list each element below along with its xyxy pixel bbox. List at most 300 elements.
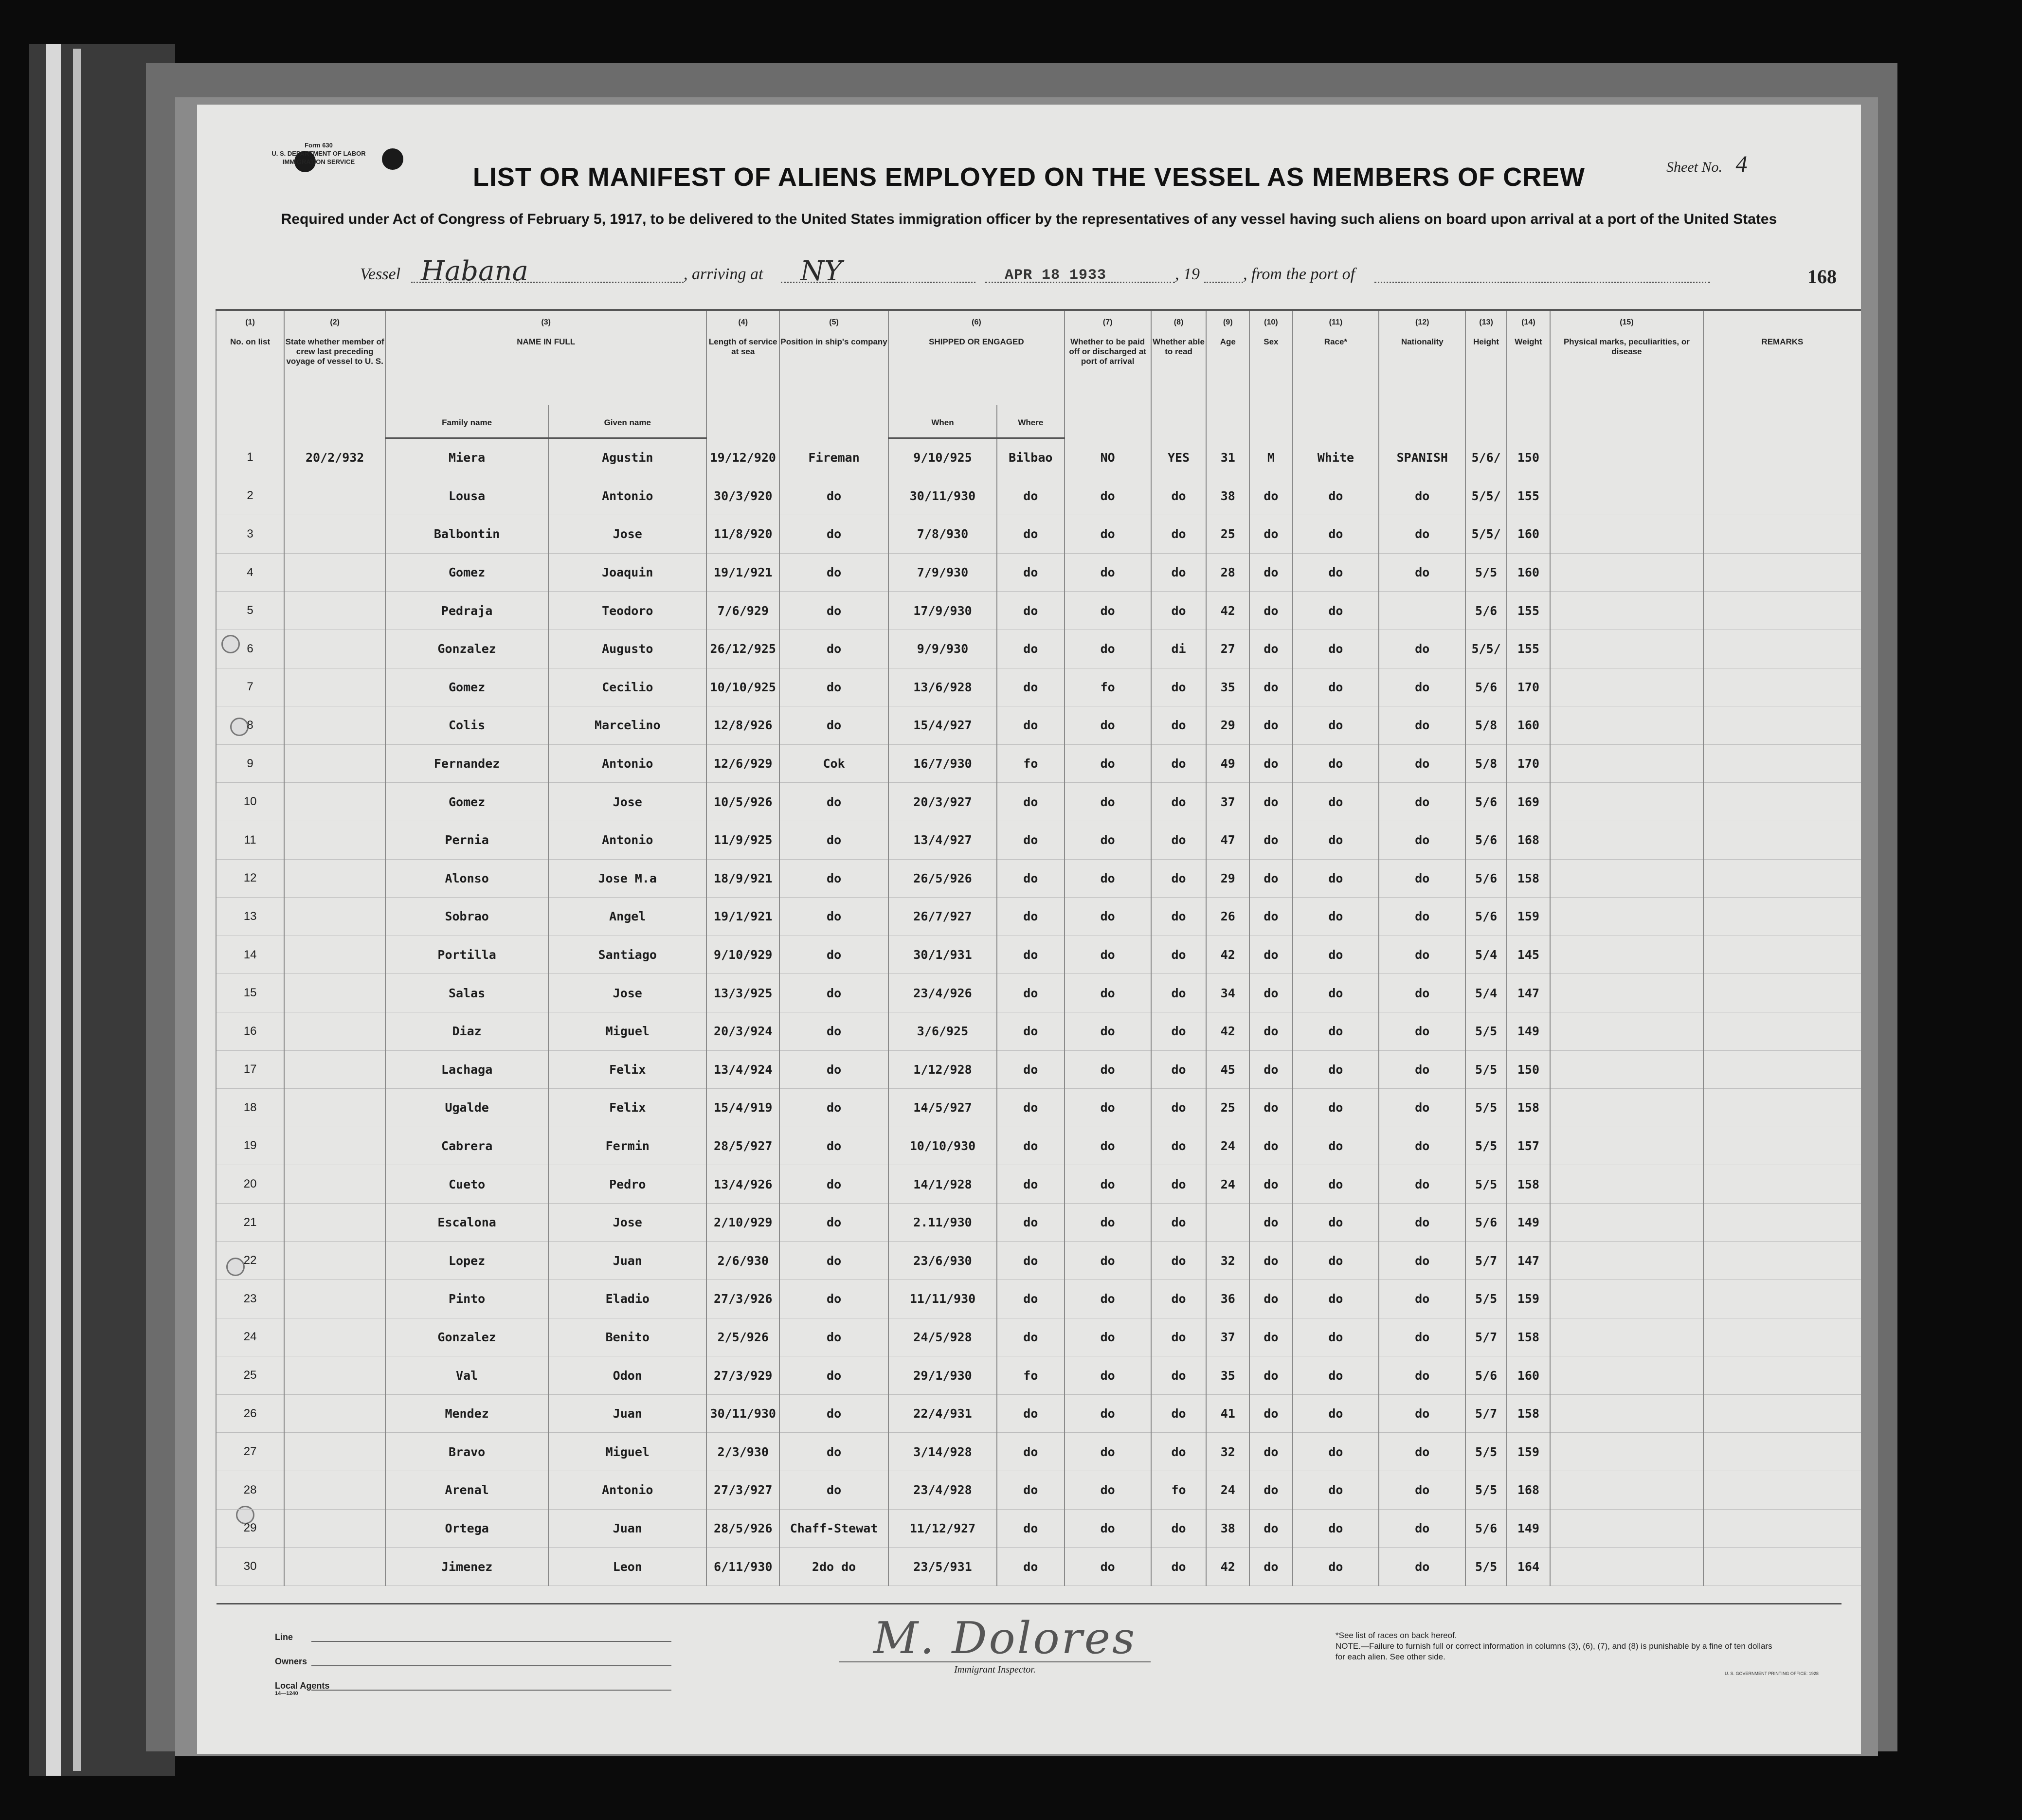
cell-race: do (1293, 1471, 1379, 1510)
cell-family: Escalona (385, 1203, 548, 1242)
cell-family: Pedraja (385, 592, 548, 630)
colnum-3: (3) (385, 310, 706, 334)
table-row (216, 1089, 1861, 1127)
cell-read: do (1151, 859, 1207, 898)
cell-family: Cueto (385, 1165, 548, 1204)
cell-length: 12/6/929 (706, 744, 779, 783)
cell-nat: do (1379, 974, 1465, 1012)
cell-paid: do (1065, 1012, 1151, 1050)
header-paid-off: Whether to be paid off or discharged at port of arrival (1065, 334, 1151, 438)
cell-paid: do (1065, 1165, 1151, 1204)
cell-when: 22/4/931 (888, 1394, 997, 1433)
table-row (216, 1509, 1861, 1548)
header-shipped: SHIPPED OR ENGAGED (888, 334, 1065, 405)
colnum-14: (14) (1507, 310, 1550, 334)
cell-no: 1 (216, 438, 284, 477)
cell-weight: 150 (1507, 1050, 1550, 1089)
vessel-label: Vessel (360, 265, 401, 283)
cell-nat: do (1379, 859, 1465, 898)
cell-race: do (1293, 668, 1379, 706)
cell-length: 7/6/929 (706, 592, 779, 630)
cell-nat: do (1379, 668, 1465, 706)
cell-weight: 160 (1507, 1356, 1550, 1395)
table-row (216, 630, 1861, 668)
cell-paid: NO (1065, 438, 1151, 477)
cell-family: Gonzalez (385, 630, 548, 668)
cell-physical (1550, 936, 1703, 974)
cell-physical (1550, 1433, 1703, 1471)
cell-nat: do (1379, 1242, 1465, 1280)
cell-read: do (1151, 1394, 1207, 1433)
cell-where: fo (997, 744, 1065, 783)
cell-height: 5/5 (1465, 1433, 1506, 1471)
cell-remarks (1703, 1548, 1861, 1586)
cell-remarks (1703, 1050, 1861, 1089)
cell-position: do (779, 515, 888, 554)
cell-family: Salas (385, 974, 548, 1012)
cell-state (284, 1280, 385, 1318)
cell-remarks (1703, 1203, 1861, 1242)
cell-physical (1550, 1394, 1703, 1433)
cell-length: 26/12/925 (706, 630, 779, 668)
cell-length: 19/1/921 (706, 898, 779, 936)
cell-age: 32 (1206, 1433, 1249, 1471)
cell-remarks (1703, 1509, 1861, 1548)
cell-given: Fermin (548, 1127, 706, 1165)
cell-age: 24 (1206, 1165, 1249, 1204)
cell-race: do (1293, 1509, 1379, 1548)
cell-physical (1550, 783, 1703, 821)
table-row (216, 1356, 1861, 1395)
cell-race: do (1293, 553, 1379, 592)
year-dotted-line (1204, 282, 1243, 283)
cell-position: do (779, 706, 888, 745)
cell-nat: do (1379, 1050, 1465, 1089)
table-row (216, 1242, 1861, 1280)
cell-read: do (1151, 821, 1207, 859)
cell-remarks (1703, 1242, 1861, 1280)
cell-height: 5/5 (1465, 1165, 1506, 1204)
cell-height: 5/5 (1465, 1548, 1506, 1586)
cell-age: 37 (1206, 783, 1249, 821)
cell-weight: 158 (1507, 859, 1550, 898)
cell-no: 28 (216, 1471, 284, 1510)
cell-given: Augusto (548, 630, 706, 668)
cell-age: 42 (1206, 936, 1249, 974)
cell-read: do (1151, 1509, 1207, 1548)
cell-length: 12/8/926 (706, 706, 779, 745)
colnum-12: (12) (1379, 310, 1465, 334)
cell-no: 17 (216, 1050, 284, 1089)
cell-length: 2/3/930 (706, 1433, 779, 1471)
cell-age: 45 (1206, 1050, 1249, 1089)
colnum-remarks (1703, 310, 1861, 334)
cell-height: 5/7 (1465, 1318, 1506, 1356)
cell-physical (1550, 1471, 1703, 1510)
cell-read: do (1151, 668, 1207, 706)
cell-where: do (997, 1509, 1065, 1548)
cell-where: do (997, 1127, 1065, 1165)
cell-age: 28 (1206, 553, 1249, 592)
cell-family: Miera (385, 438, 548, 477)
cell-family: Alonso (385, 859, 548, 898)
cell-length: 28/5/926 (706, 1509, 779, 1548)
cell-position: do (779, 1050, 888, 1089)
arriving-dotted-line (781, 282, 975, 283)
manifest-page (197, 105, 1861, 1754)
cell-position: do (779, 1012, 888, 1050)
cell-no: 26 (216, 1394, 284, 1433)
cell-when: 16/7/930 (888, 744, 997, 783)
cell-paid: do (1065, 1509, 1151, 1548)
cell-no: 6 (216, 630, 284, 668)
cell-read: do (1151, 1089, 1207, 1127)
cell-family: Gomez (385, 553, 548, 592)
cell-weight: 145 (1507, 936, 1550, 974)
cell-age: 42 (1206, 1548, 1249, 1586)
cell-physical (1550, 668, 1703, 706)
cell-length: 30/11/930 (706, 1394, 779, 1433)
crew-manifest-table (216, 309, 1861, 1586)
inspector-line (839, 1661, 1151, 1662)
colnum-11: (11) (1293, 310, 1379, 334)
cell-paid: do (1065, 515, 1151, 554)
cell-length: 15/4/919 (706, 1089, 779, 1127)
cell-race: do (1293, 1318, 1379, 1356)
page-subtitle: Required under Act of Congress of February 5, 1917, to be delivered to the United States immigration officer by the representatives of any vessel having such aliens on board upon arrival at a port of the United States (281, 211, 1777, 227)
cell-sex: do (1249, 477, 1293, 515)
penalty-note: NOTE.—Failure to furnish full or correct information in columns (3), (6), (7), and (8) is punishable by a fine of ten dollars for each alien. See other side. (1336, 1641, 1772, 1661)
cell-weight: 168 (1507, 821, 1550, 859)
cell-remarks (1703, 592, 1861, 630)
cell-weight: 158 (1507, 1089, 1550, 1127)
cell-nat: do (1379, 1356, 1465, 1395)
cell-given: Juan (548, 1394, 706, 1433)
table-row (216, 668, 1861, 706)
cell-when: 9/10/925 (888, 438, 997, 477)
cell-remarks (1703, 1127, 1861, 1165)
cell-length: 18/9/921 (706, 859, 779, 898)
cell-weight: 170 (1507, 744, 1550, 783)
colnum-10: (10) (1249, 310, 1293, 334)
cell-remarks (1703, 706, 1861, 745)
cell-age: 47 (1206, 821, 1249, 859)
cell-no: 13 (216, 898, 284, 936)
colnum-15: (15) (1550, 310, 1703, 334)
cell-sex: do (1249, 553, 1293, 592)
cell-given: Santiago (548, 936, 706, 974)
cell-state (284, 515, 385, 554)
cell-physical (1550, 515, 1703, 554)
cell-position: do (779, 1394, 888, 1433)
cell-nat: do (1379, 1509, 1465, 1548)
cell-weight: 159 (1507, 1280, 1550, 1318)
cell-sex: do (1249, 1165, 1293, 1204)
cell-no: 14 (216, 936, 284, 974)
cell-state (284, 859, 385, 898)
cell-length: 20/3/924 (706, 1012, 779, 1050)
cell-sex: do (1249, 1127, 1293, 1165)
cell-age: 24 (1206, 1127, 1249, 1165)
cell-when: 2.11/930 (888, 1203, 997, 1242)
cell-age: 36 (1206, 1280, 1249, 1318)
cell-state (284, 821, 385, 859)
cell-no: 18 (216, 1089, 284, 1127)
cell-no: 23 (216, 1280, 284, 1318)
cell-read: di (1151, 630, 1207, 668)
cell-where: do (997, 553, 1065, 592)
cell-position: do (779, 1127, 888, 1165)
cell-given: Jose (548, 783, 706, 821)
cell-nat: do (1379, 1471, 1465, 1510)
cell-height: 5/5 (1465, 1127, 1506, 1165)
cell-where: do (997, 515, 1065, 554)
cell-family: Gomez (385, 783, 548, 821)
cell-race: do (1293, 630, 1379, 668)
table-row (216, 1280, 1861, 1318)
cell-sex: do (1249, 1012, 1293, 1050)
cell-remarks (1703, 898, 1861, 936)
cell-height: 5/5 (1465, 1012, 1506, 1050)
cell-nat: do (1379, 477, 1465, 515)
cell-sex: do (1249, 783, 1293, 821)
cell-sex: do (1249, 974, 1293, 1012)
cell-race: do (1293, 859, 1379, 898)
cell-state: 20/2/932 (284, 438, 385, 477)
cell-given: Jose (548, 1203, 706, 1242)
cell-sex: do (1249, 668, 1293, 706)
cell-length: 13/3/925 (706, 974, 779, 1012)
manifest-rows (216, 438, 1861, 1586)
cell-paid: do (1065, 1280, 1151, 1318)
cell-when: 23/6/930 (888, 1242, 997, 1280)
cell-position: do (779, 1318, 888, 1356)
cell-when: 11/11/930 (888, 1280, 997, 1318)
cell-no: 7 (216, 668, 284, 706)
cell-weight: 169 (1507, 783, 1550, 821)
cell-where: do (997, 1050, 1065, 1089)
cell-race: do (1293, 477, 1379, 515)
cell-paid: do (1065, 1050, 1151, 1089)
cell-physical (1550, 1127, 1703, 1165)
table-row (216, 592, 1861, 630)
cell-remarks (1703, 1471, 1861, 1510)
cell-remarks (1703, 515, 1861, 554)
cell-state (284, 936, 385, 974)
cell-sex: do (1249, 1089, 1293, 1127)
cell-given: Agustin (548, 438, 706, 477)
cell-race: do (1293, 1050, 1379, 1089)
cell-read: do (1151, 744, 1207, 783)
cell-when: 30/1/931 (888, 936, 997, 974)
cell-remarks (1703, 783, 1861, 821)
cell-sex: do (1249, 1509, 1293, 1548)
cell-read: do (1151, 1165, 1207, 1204)
cell-given: Benito (548, 1318, 706, 1356)
header-name-in-full: NAME IN FULL (385, 334, 706, 405)
cell-age: 41 (1206, 1394, 1249, 1433)
cell-position: do (779, 630, 888, 668)
vessel-dotted-line (411, 282, 684, 283)
cell-when: 1/12/928 (888, 1050, 997, 1089)
cell-nat: SPANISH (1379, 438, 1465, 477)
cell-state (284, 1471, 385, 1510)
cell-paid: do (1065, 898, 1151, 936)
cell-state (284, 630, 385, 668)
cell-nat: do (1379, 1318, 1465, 1356)
cell-given: Antonio (548, 821, 706, 859)
cell-position: Fireman (779, 438, 888, 477)
cell-state (284, 706, 385, 745)
header-race: Race* (1293, 334, 1379, 438)
table-row (216, 859, 1861, 898)
cell-paid: do (1065, 936, 1151, 974)
cell-sex: do (1249, 1203, 1293, 1242)
cell-physical (1550, 477, 1703, 515)
table-row (216, 515, 1861, 554)
vessel-line (197, 255, 1861, 289)
cell-family: Pinto (385, 1280, 548, 1318)
cell-given: Antonio (548, 744, 706, 783)
cell-when: 17/9/930 (888, 592, 997, 630)
cell-position: do (779, 898, 888, 936)
cell-length: 10/10/925 (706, 668, 779, 706)
from-port-label: , from the port of (1243, 265, 1355, 283)
cell-position: do (779, 974, 888, 1012)
cell-remarks (1703, 1356, 1861, 1395)
from-port-dotted-line (1374, 282, 1710, 283)
cell-when: 20/3/927 (888, 783, 997, 821)
colnum-4: (4) (706, 310, 779, 334)
cell-sex: do (1249, 1548, 1293, 1586)
cell-sex: do (1249, 898, 1293, 936)
cell-where: do (997, 859, 1065, 898)
cell-paid: do (1065, 1394, 1151, 1433)
cell-age: 38 (1206, 1509, 1249, 1548)
cell-physical (1550, 859, 1703, 898)
cell-read: do (1151, 898, 1207, 936)
cell-where: do (997, 1433, 1065, 1471)
cell-no: 11 (216, 821, 284, 859)
cell-read: do (1151, 936, 1207, 974)
arriving-label: , arriving at (684, 265, 763, 283)
cell-position: do (779, 1165, 888, 1204)
cell-when: 10/10/930 (888, 1127, 997, 1165)
cell-sex: do (1249, 592, 1293, 630)
cell-no: 10 (216, 783, 284, 821)
header-height: Height (1465, 334, 1506, 438)
cell-age: 42 (1206, 592, 1249, 630)
cell-given: Antonio (548, 477, 706, 515)
cell-length: 19/12/920 (706, 438, 779, 477)
cell-nat: do (1379, 1548, 1465, 1586)
cell-physical (1550, 821, 1703, 859)
cell-read: fo (1151, 1471, 1207, 1510)
cell-length: 2/10/929 (706, 1203, 779, 1242)
cell-length: 2/6/930 (706, 1242, 779, 1280)
cell-read: do (1151, 1127, 1207, 1165)
cell-physical (1550, 898, 1703, 936)
cell-nat: do (1379, 936, 1465, 974)
cell-family: Jimenez (385, 1548, 548, 1586)
cell-no: 4 (216, 553, 284, 592)
cell-state (284, 783, 385, 821)
cell-weight: 149 (1507, 1012, 1550, 1050)
cell-position: do (779, 1356, 888, 1395)
cell-sex: do (1249, 1050, 1293, 1089)
cell-read: do (1151, 1433, 1207, 1471)
cell-paid: do (1065, 1203, 1151, 1242)
cell-paid: fo (1065, 668, 1151, 706)
cell-height: 5/6 (1465, 1203, 1506, 1242)
cell-remarks (1703, 1012, 1861, 1050)
cell-weight: 158 (1507, 1318, 1550, 1356)
cell-state (284, 1203, 385, 1242)
cell-length: 13/4/926 (706, 1165, 779, 1204)
cell-height: 5/5 (1465, 1050, 1506, 1089)
cell-family: Gomez (385, 668, 548, 706)
cell-given: Antonio (548, 1471, 706, 1510)
cell-paid: do (1065, 821, 1151, 859)
cell-sex: do (1249, 1433, 1293, 1471)
header-length-service: Length of service at sea (706, 334, 779, 438)
cell-sex: do (1249, 1280, 1293, 1318)
cell-when: 29/1/930 (888, 1356, 997, 1395)
cell-read: do (1151, 515, 1207, 554)
cell-physical (1550, 438, 1703, 477)
table-row (216, 706, 1861, 745)
cell-weight: 168 (1507, 1471, 1550, 1510)
cell-where: do (997, 1165, 1065, 1204)
cell-where: Bilbao (997, 438, 1065, 477)
owners-label: Owners (275, 1657, 307, 1666)
table-row (216, 1471, 1861, 1510)
cell-physical (1550, 1548, 1703, 1586)
department: U. S. DEPARTMENT OF LABOR (271, 150, 366, 157)
cell-age: 25 (1206, 515, 1249, 554)
cell-height: 5/5 (1465, 1471, 1506, 1510)
agents-field (311, 1690, 671, 1691)
cell-height: 5/6 (1465, 668, 1506, 706)
cell-given: Marcelino (548, 706, 706, 745)
cell-height: 5/6 (1465, 1509, 1506, 1548)
cell-height: 5/6 (1465, 821, 1506, 859)
header-nationality: Nationality (1379, 334, 1465, 438)
cell-given: Joaquin (548, 553, 706, 592)
cell-remarks (1703, 936, 1861, 974)
cell-age: 27 (1206, 630, 1249, 668)
cell-state (284, 1394, 385, 1433)
cell-length: 6/11/930 (706, 1548, 779, 1586)
header-remarks: REMARKS (1703, 334, 1861, 438)
race-note: *See list of races on back hereof. (1336, 1631, 1457, 1640)
cell-physical (1550, 1012, 1703, 1050)
cell-no: 19 (216, 1127, 284, 1165)
cell-height: 5/6 (1465, 898, 1506, 936)
cell-where: do (997, 1548, 1065, 1586)
table-row (216, 821, 1861, 859)
cell-when: 23/4/926 (888, 974, 997, 1012)
cell-where: fo (997, 1356, 1065, 1395)
cell-state (284, 1548, 385, 1586)
cell-paid: do (1065, 553, 1151, 592)
cell-weight: 149 (1507, 1509, 1550, 1548)
cell-position: do (779, 1089, 888, 1127)
cell-paid: do (1065, 630, 1151, 668)
cell-where: do (997, 974, 1065, 1012)
cell-physical (1550, 1050, 1703, 1089)
table-row (216, 1165, 1861, 1204)
